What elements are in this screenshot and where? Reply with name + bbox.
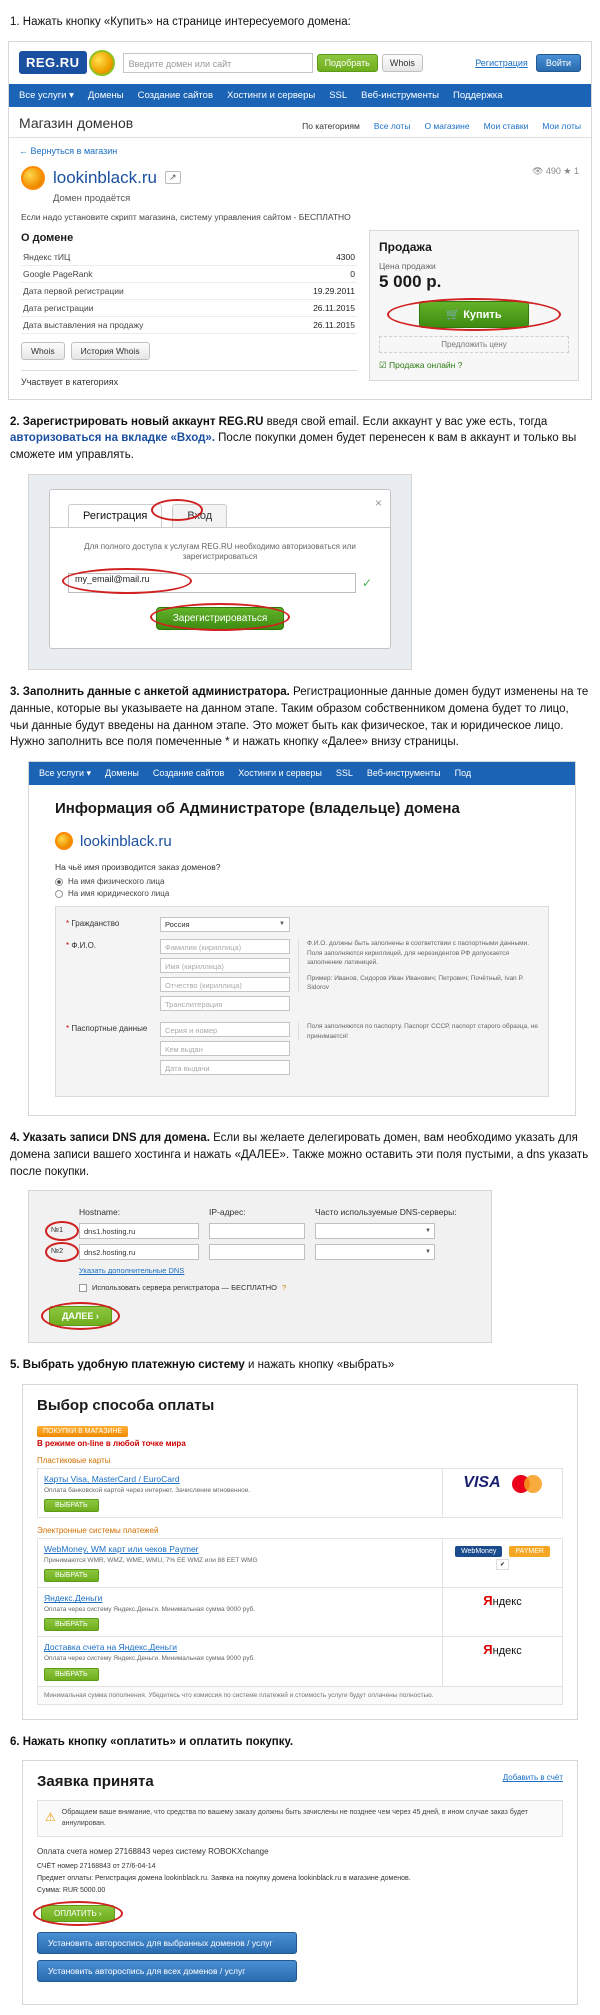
mastercard-icon: [512, 1475, 542, 1493]
nav-item-ssl[interactable]: SSL: [335, 767, 353, 778]
nav-item-hosting[interactable]: Хостинги и серверы: [227, 89, 316, 101]
ns1-badge: №1: [51, 1225, 64, 1235]
search-button[interactable]: Подобрать: [317, 54, 378, 72]
search-area: [123, 53, 468, 73]
translit-input[interactable]: Транслитерация: [160, 996, 290, 1011]
paymer-badge-icon: ✔: [496, 1559, 509, 1570]
webmoney-icon: WebMoney: [455, 1546, 502, 1557]
col-ip: IP-адрес:: [209, 1207, 246, 1218]
register-link[interactable]: Регистрация: [475, 57, 528, 68]
radio-icon: [55, 890, 63, 898]
domain-note: Если надо установите скрипт магазина, систему управления сайтом - БЕСПЛАТНО: [21, 211, 351, 222]
tab-by-category[interactable]: По категориям: [302, 120, 360, 131]
payment-logo-cell: [443, 1637, 563, 1686]
regru-ball-icon: [89, 50, 115, 76]
warning-text: Обращаем ваше внимание, что средства по вашему заказу должны быть зачислены не позднее чем через 45 дней, в ином случае заказ будет аннулирован.: [61, 1809, 528, 1827]
whois-history-button[interactable]: История Whois: [71, 342, 150, 360]
sale-title: Продажа: [379, 239, 432, 254]
admin-form-panel: [55, 906, 549, 1097]
payment-option-cell[interactable]: [38, 1539, 443, 1588]
dns-row-2: [43, 1244, 477, 1260]
passport-inputs: [160, 1022, 290, 1079]
payment-footer-note: Минимальная сумма пополнения. Убедитесь что комиссия по системе платежей и стоимость услуги будут оплачены полностью.: [38, 1686, 563, 1704]
add-more-dns-link[interactable]: Указать дополнительные DNS: [79, 1266, 185, 1276]
payment-logo-cell: [443, 1588, 563, 1637]
passport-date-input[interactable]: Дата выдачи: [160, 1060, 290, 1075]
shop-tabs: [302, 121, 581, 131]
valid-check-icon: ✓: [361, 576, 372, 591]
table-row: [21, 299, 357, 316]
citizenship-select[interactable]: [160, 917, 290, 932]
step-2-part-b: введя свой email. Если аккаунт у вас уже есть, тогда: [263, 415, 548, 428]
passport-issuer-input[interactable]: Кем выдан: [160, 1041, 290, 1056]
fio-hint: [298, 939, 538, 992]
payment-body: [23, 1385, 577, 1718]
table-row: [38, 1637, 563, 1686]
modal-hint: Для полного доступа к услугам REG.RU необходимо авторизоваться или зарегистрироваться: [84, 541, 356, 562]
field-label: * Паспортные данные: [66, 1024, 148, 1034]
step-2-text: [10, 414, 590, 464]
chevron-down-icon: ▼: [279, 921, 285, 928]
cart-icon: 🛒: [446, 308, 461, 321]
info-value: 0: [266, 265, 357, 282]
registration-modal: [49, 489, 391, 650]
step-6-text: [10, 1734, 590, 1751]
dns1-hostname-input[interactable]: dns1.hosting.ru: [79, 1223, 199, 1239]
register-button-area: [68, 607, 372, 630]
buy-button-label: Купить: [463, 308, 502, 321]
watch-count: 1: [573, 165, 579, 176]
buy-button-area: [379, 301, 569, 328]
categories-label: Участвует в категориях: [21, 370, 357, 387]
step-2-part-a: 2. Зарегистрировать новый аккаунт REG.RU: [10, 415, 264, 428]
domain-header: [21, 166, 532, 190]
ns2-badge: №2: [51, 1246, 64, 1256]
payment-desc: Оплата через систему Яндекс.Деньги. Минимальная сумма 9000 руб.: [44, 1606, 256, 1614]
radio-legal-label: На имя юридического лица: [68, 889, 170, 899]
info-label: Google PageRank: [21, 265, 266, 282]
step-6-label: 6. Нажать кнопку «оплатить» и оплатить покупку.: [10, 1735, 294, 1748]
citizenship-value: Россия: [165, 920, 190, 930]
checkbox-icon[interactable]: [79, 1284, 87, 1292]
domain-subtitle: Домен продаётся: [53, 192, 131, 204]
select-payment-button[interactable]: ВЫБРАТЬ: [44, 1668, 99, 1681]
email-row: [68, 573, 372, 593]
screenshot-order-accepted: [22, 1760, 578, 2005]
screenshot-domain-page: [8, 41, 592, 400]
price-value: 5 000 р.: [379, 271, 442, 291]
page-title: Заявка принята: [37, 1773, 154, 1791]
chevron-down-icon: ▼: [425, 1228, 431, 1235]
screenshot-admin-form: [28, 761, 576, 1117]
passport-hint: Поля заполняются по паспорту. Паспорт СССР, паспорт старого образца, не принимается!: [298, 1022, 538, 1041]
screenshot-payment-select: [22, 1384, 578, 1719]
payment-name[interactable]: Доставка счета на Яндекс.Деньги: [44, 1642, 177, 1653]
tab-about-shop[interactable]: О магазине: [424, 120, 470, 131]
yandex-money-icon: Яндекс: [483, 1642, 522, 1658]
step-4-part-a: 4. Указать записи DNS для домена.: [10, 1132, 210, 1145]
payment-option-cell[interactable]: [38, 1588, 443, 1637]
step-5-part-a: 5. Выбрать удобную платежную систему: [10, 1359, 245, 1372]
help-icon[interactable]: ?: [457, 359, 463, 370]
payment-desc: Оплата через систему Яндекс.Деньги. Минимальная сумма 9000 руб.: [44, 1655, 256, 1663]
paymer-icon: PAYMER: [509, 1546, 550, 1557]
tab-my-lots[interactable]: Мои лоты: [542, 120, 581, 131]
search-input[interactable]: Введите домен или сайт: [123, 53, 313, 73]
info-value: 26.11.2015: [266, 299, 357, 316]
nav-item-domains[interactable]: Домены: [87, 89, 124, 101]
step-1-text: 1. Нажать кнопку «Купить» на странице интересуемого домена:: [10, 16, 351, 28]
banner-subtitle: В режиме on-line в любой точке мира: [37, 1439, 186, 1449]
screenshot-registration-modal: [28, 474, 412, 671]
next-button-area: [49, 1306, 112, 1326]
radio-individual-label: На имя физического лица: [68, 877, 165, 887]
fio-hint-text: Ф.И.О. должны быть заполнены в соответствии с паспортными данными. Поля заполняются кириллицей, для нерезидентов РФ допускается заполнение латиницей.: [307, 940, 530, 967]
invoice-lines: [37, 1861, 563, 1897]
shop-title: Магазин доменов: [19, 114, 134, 131]
register-submit-button[interactable]: Зарегистрироваться: [156, 607, 285, 630]
lastname-input[interactable]: Фамилия (кириллица): [160, 939, 290, 954]
table-row: [38, 1686, 563, 1704]
info-label: Дата выставления на продажу: [21, 316, 266, 333]
autorenew-selected-button[interactable]: Установить автороспись для выбранных доменов / услуг: [37, 1932, 297, 1954]
shop-subnav: [9, 107, 591, 138]
payment-name[interactable]: WebMoney, WM карт или чеков Paymer: [44, 1544, 199, 1555]
invoice-line-amount: Сумма: RUR 5000.00: [37, 1886, 106, 1894]
invoice-heading: Оплата счета номер 27168843 через систему ROBOKXchange: [37, 1847, 269, 1857]
step-3-text: [10, 684, 590, 751]
price-label: Цена продажи: [379, 260, 436, 271]
sale-online-status: ☑ Продажа онлайн ?: [379, 359, 463, 370]
domain-stats: 👁 490 ★ 1: [531, 165, 579, 176]
screenshot-dns-form: [28, 1190, 492, 1343]
main-nav: [9, 84, 591, 107]
select-payment-button[interactable]: ВЫБРАТЬ: [44, 1618, 99, 1631]
dns2-common-select[interactable]: [315, 1244, 435, 1260]
registrar-dns-checkbox-row[interactable]: [43, 1283, 477, 1292]
payment-logo-cell: [443, 1539, 563, 1588]
page-title: Выбор способа оплаты: [37, 1397, 215, 1415]
regru-logo[interactable]: REG.RU: [19, 51, 87, 74]
nav-item-webtools[interactable]: Веб-инструменты: [366, 767, 441, 778]
next-button[interactable]: ДАЛЕЕ ›: [49, 1306, 112, 1326]
nav-item-all-services[interactable]: Все услуги ▾: [39, 767, 91, 778]
domain-card: [9, 160, 591, 399]
select-payment-button[interactable]: ВЫБРАТЬ: [44, 1499, 99, 1512]
dns-table-header: [43, 1207, 477, 1217]
invoice-line-number: СЧЁТ номер 27168843 от 27/6-04-14: [37, 1863, 156, 1871]
payment-desc: Принимаются WMR, WMZ, WME, WMU, 7% ЕЕ WMZ или 88 EET WMG: [44, 1557, 258, 1565]
payment-option-cell[interactable]: [38, 1637, 443, 1686]
domain-name[interactable]: lookinblack.ru: [53, 167, 157, 187]
tab-my-bids[interactable]: Мои ставки: [483, 120, 529, 131]
nav-item-ssl[interactable]: SSL: [329, 89, 348, 101]
field-fio: [66, 939, 538, 1015]
payment-banner: [37, 1424, 563, 1448]
payment-table-emoney: [37, 1538, 563, 1704]
regru-header: [9, 42, 591, 84]
radio-individual[interactable]: [55, 877, 549, 886]
warning-icon: ⚠: [45, 1810, 56, 1825]
payment-option-cell[interactable]: [38, 1469, 443, 1518]
admin-body: [29, 785, 575, 1116]
table-row: [38, 1469, 563, 1518]
modal-body: [50, 527, 390, 649]
middlename-input[interactable]: Отчество (кириллица): [160, 977, 290, 992]
step-3-part-b: Регистрационные данные домен будут изменены на те данные, которые вы указываете на данном этапе. Таким образом собственником домена будет то лицо, чьи данные будут введены на данном этапе. Это может быть как физическое, так и юридическое лицо. Нужно заполнить все поля помеченные * и нажать кнопку «Далее» внизу страницы.: [10, 686, 589, 749]
col-common-dns: Часто используемые DNS-серверы:: [315, 1207, 457, 1218]
section-emoney: Электронные системы платежей: [37, 1526, 159, 1536]
nav-item-sites[interactable]: Создание сайтов: [137, 89, 214, 101]
select-payment-button[interactable]: ВЫБРАТЬ: [44, 1569, 99, 1582]
table-row: [38, 1588, 563, 1637]
fio-hint-example: Пример: Иванов, Сидоров Иван Иванович; Петрович; Почётный, Ivan P. Sidorov: [307, 974, 524, 992]
step-3-part-a: 3. Заполнить данные с анкетой администратора.: [10, 686, 290, 699]
registrar-dns-label: Использовать сервера регистратора — БЕСПЛАТНО: [92, 1283, 278, 1293]
field-passport: [66, 1022, 538, 1079]
owner-question: На чьё имя производится заказ доменов?: [55, 862, 221, 873]
table-row: [21, 282, 357, 299]
radio-legal[interactable]: [55, 889, 549, 898]
autorenew-all-button[interactable]: Установить автороспись для всех доменов / услуг: [37, 1960, 297, 1982]
sale-online-label: Продажа онлайн: [388, 359, 456, 370]
back-to-shop-link[interactable]: ← Вернуться в магазин: [19, 145, 118, 156]
warning-box: [37, 1800, 563, 1837]
dns2-hostname-input[interactable]: dns2.hosting.ru: [79, 1244, 199, 1260]
step-2-part-c: авторизоваться на вкладке «Вход».: [10, 432, 215, 445]
visa-icon: VISA: [463, 1474, 501, 1492]
pay-button-area: [41, 1905, 115, 1922]
whois-button[interactable]: Whois: [382, 54, 423, 72]
domain-globe-icon: [55, 832, 73, 850]
table-row: [38, 1539, 563, 1588]
payment-logo-cell: [443, 1469, 563, 1518]
citizenship-label: Гражданство: [71, 919, 120, 929]
admin-nav: [29, 762, 575, 785]
dns-row-1: [43, 1223, 477, 1239]
account-links: [475, 54, 581, 72]
payment-name[interactable]: Карты Visa, MasterCard / EuroCard: [44, 1474, 180, 1485]
domain-name: lookinblack.ru: [80, 832, 172, 850]
yandex-money-icon: Яндекс: [483, 1593, 522, 1609]
fio-label: Ф.И.О.: [71, 941, 97, 951]
info-label: Яндекс тИЦ: [21, 249, 266, 266]
offer-price-button[interactable]: Предложить цену: [379, 336, 569, 353]
payment-desc: Оплата банковской картой через интернет. Зачисление мгновенное.: [44, 1487, 251, 1495]
nav-item-support[interactable]: Под: [454, 767, 472, 778]
external-link-icon[interactable]: ↗: [165, 171, 181, 184]
pay-button[interactable]: ОПЛАТИТЬ ›: [41, 1905, 115, 1922]
page-title: Информация об Администраторе (владельце) домена: [55, 799, 460, 817]
radio-icon: [55, 878, 63, 886]
firstname-input[interactable]: Имя (кириллица): [160, 958, 290, 973]
views-count: 490: [545, 165, 561, 176]
chevron-down-icon: ▼: [425, 1249, 431, 1256]
dns1-common-select[interactable]: [315, 1223, 435, 1239]
close-icon[interactable]: ×: [374, 495, 382, 510]
tab-registration[interactable]: Регистрация: [68, 504, 162, 527]
domain-info-table: [21, 249, 357, 334]
payment-name[interactable]: Яндекс.Деньги: [44, 1593, 103, 1604]
fio-inputs: [160, 939, 290, 1015]
login-button[interactable]: Войти: [536, 54, 581, 72]
info-value: 19.29.2011: [266, 282, 357, 299]
step-5-part-b: и нажать кнопку «выбрать»: [244, 1359, 395, 1372]
field-label: * Гражданство: [66, 919, 120, 929]
info-label: Дата первой регистрации: [21, 282, 266, 299]
tab-login[interactable]: Вход: [172, 504, 227, 527]
domain-globe-icon: [21, 166, 45, 190]
whois-button-2[interactable]: Whois: [21, 342, 65, 360]
nav-item-domains[interactable]: Домены: [105, 767, 139, 778]
info-value: 26.11.2015: [266, 316, 357, 333]
info-label: Дата регистрации: [21, 299, 266, 316]
order-body: [23, 1761, 577, 2004]
add-to-invoice-link[interactable]: Добавить в счёт: [502, 1773, 563, 1783]
whois-buttons: [21, 342, 357, 360]
col-hostname: Hostname:: [79, 1207, 121, 1218]
field-label: * Ф.И.О.: [66, 941, 97, 951]
passport-series-input[interactable]: Серия и номер: [160, 1022, 290, 1037]
info-value: 4300: [266, 249, 357, 266]
step-4-text: [10, 1130, 590, 1180]
passport-label: Паспортные данные: [71, 1024, 148, 1034]
help-icon[interactable]: ?: [282, 1283, 287, 1293]
nav-item-sites[interactable]: Создание сайтов: [152, 767, 225, 778]
about-title: О домене: [21, 231, 74, 244]
invoice-line-subject: Предмет оплаты: Регистрация домена lookinblack.ru. Заявка на покупку домена lookinblack.ru в магазине доменов.: [37, 1875, 411, 1883]
tab-all-lots[interactable]: Все лоты: [373, 120, 411, 131]
email-field[interactable]: my_email@mail.ru: [68, 573, 356, 593]
nav-item-support[interactable]: Поддержка: [453, 89, 503, 101]
nav-item-all-services[interactable]: Все услуги ▾: [19, 89, 74, 101]
table-row: [21, 249, 357, 266]
step-4-part-b: Если вы желаете делегировать домен, вам необходимо указать для домена записи вашего хостинга и нажать «ДАЛЕЕ». Также можно оставить эти поля пустыми, а dns указать после покупки.: [10, 1132, 589, 1178]
payment-table-cards: [37, 1468, 563, 1518]
banner-badge: ПОКУПКИ В МАГАЗИНЕ: [37, 1426, 128, 1437]
field-citizenship: [66, 917, 538, 932]
modal-tabs: [50, 490, 390, 527]
nav-item-hosting[interactable]: Хостинги и серверы: [238, 767, 322, 778]
dns1-ip-input[interactable]: [209, 1223, 305, 1239]
admin-domain: [55, 832, 549, 850]
sale-box: [369, 230, 579, 381]
section-cards: Пластиковые карты: [37, 1456, 111, 1466]
buy-button[interactable]: [419, 301, 528, 328]
dns2-ip-input[interactable]: [209, 1244, 305, 1260]
nav-item-webtools[interactable]: Веб-инструменты: [361, 89, 440, 101]
table-row: [21, 316, 357, 333]
step-2-part-d: После покупки домен будет перенесен к вам в аккаунт и только вы сможете им управлять.: [10, 432, 577, 462]
table-row: [21, 265, 357, 282]
step-5-text: [10, 1357, 590, 1374]
